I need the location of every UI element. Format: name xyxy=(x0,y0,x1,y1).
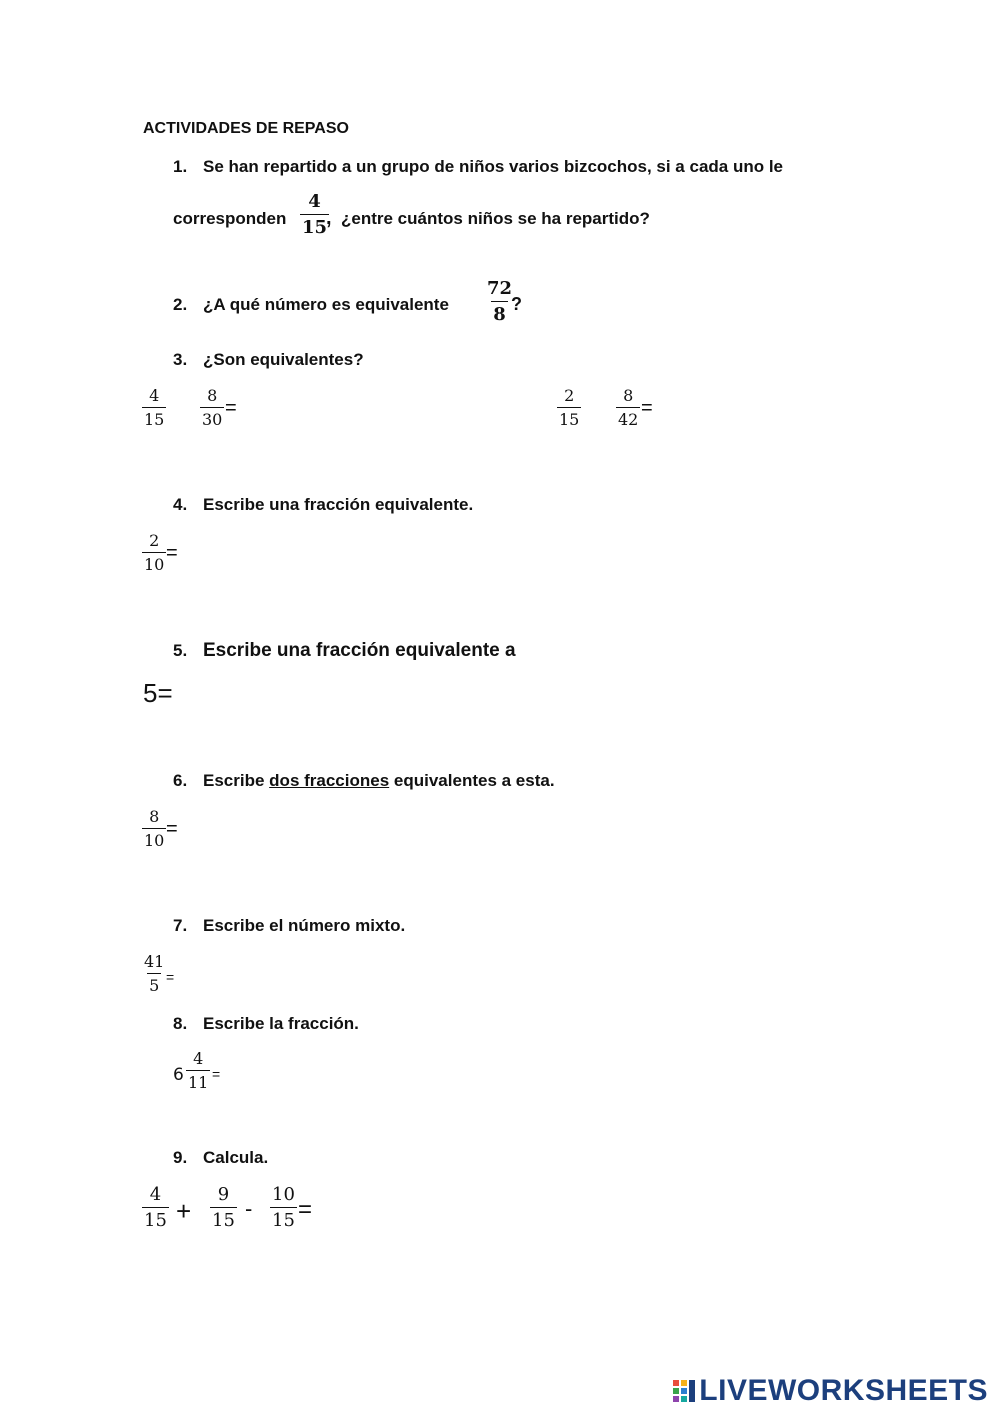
question-3 xyxy=(173,350,364,370)
fraction-41-5 xyxy=(142,954,166,994)
equals-sign: = xyxy=(166,542,178,564)
question-number: 9. xyxy=(173,1148,188,1167)
question-text: Calcula. xyxy=(203,1148,269,1167)
equals-sign: = xyxy=(166,818,178,840)
equals-sign: = xyxy=(166,969,175,985)
numerator: 2 xyxy=(149,531,160,550)
fraction-2-15 xyxy=(557,388,581,428)
question-text: ¿A qué número es equivalente xyxy=(203,295,449,314)
question-9 xyxy=(173,1148,268,1168)
denominator: 30 xyxy=(200,407,224,428)
question-number: 8. xyxy=(173,1014,188,1033)
numerator: 4 xyxy=(149,1184,162,1205)
question-number: 1. xyxy=(173,157,188,176)
question-number: 6. xyxy=(173,771,188,790)
question-text-end: equivalentes a esta. xyxy=(393,771,555,790)
numerator: 4 xyxy=(193,1049,204,1068)
question-7 xyxy=(173,916,405,936)
question-2 xyxy=(173,295,449,315)
denominator: 15 xyxy=(142,407,166,428)
fraction-4-15 xyxy=(142,1186,169,1230)
equals-sign: = xyxy=(225,397,237,419)
numerator: 8 xyxy=(623,386,634,405)
liveworksheets-icon xyxy=(673,1380,695,1402)
fraction-8-30 xyxy=(200,388,224,428)
equals-sign: = xyxy=(298,1196,313,1223)
fraction-72-8 xyxy=(485,280,514,324)
plus-sign: + xyxy=(176,1196,192,1226)
question-4 xyxy=(173,495,473,515)
question-text: Escribe una fracción equivalente. xyxy=(203,495,474,514)
question-text: ¿Son equivalentes? xyxy=(203,350,364,369)
question-1 xyxy=(173,157,783,177)
denominator: 42 xyxy=(616,407,640,428)
page-title: ACTIVIDADES DE REPASO xyxy=(143,120,349,137)
mixed-number-whole: 6 xyxy=(173,1065,184,1085)
question-number: 5. xyxy=(173,641,188,660)
liveworksheets-logo xyxy=(673,1374,988,1408)
denominator: 10 xyxy=(142,552,166,573)
numerator: 41 xyxy=(144,952,165,971)
question-text: Escribe el número mixto. xyxy=(203,916,406,935)
question-text-start: Escribe xyxy=(203,771,265,790)
question-text: Escribe la fracción. xyxy=(203,1014,359,1033)
numerator: 72 xyxy=(487,278,513,299)
brand-name: LIVEWORKSHEETS xyxy=(699,1374,988,1407)
numerator: 8 xyxy=(207,386,218,405)
question-5 xyxy=(173,640,516,662)
numerator: 4 xyxy=(308,191,321,212)
question-8 xyxy=(173,1014,359,1034)
denominator: 10 xyxy=(142,828,166,849)
question-6 xyxy=(173,771,555,791)
comma: , xyxy=(326,207,332,229)
denominator: 15 xyxy=(142,1207,169,1230)
numerator: 9 xyxy=(217,1184,230,1205)
question-number: 3. xyxy=(173,350,188,369)
fraction-4-15 xyxy=(300,193,329,237)
denominator: 15 xyxy=(300,214,329,237)
fraction-4-15 xyxy=(142,388,166,428)
numerator: 10 xyxy=(272,1184,295,1205)
fraction-4-11 xyxy=(186,1051,210,1091)
question-mark: ? xyxy=(511,294,522,314)
question-1-line2-start: corresponden xyxy=(173,209,287,228)
question-1-line2-end: ¿entre cuántos niños se ha repartido? xyxy=(341,209,650,228)
equals-sign: = xyxy=(641,397,653,419)
denominator: 15 xyxy=(557,407,581,428)
fraction-10-15 xyxy=(270,1186,297,1230)
equals-sign: = xyxy=(212,1066,221,1082)
denominator: 15 xyxy=(270,1207,297,1230)
question-text: Escribe una fracción equivalente a xyxy=(203,640,516,661)
numerator: 8 xyxy=(149,807,160,826)
numerator: 4 xyxy=(149,386,160,405)
question-number: 2. xyxy=(173,295,188,314)
question-text: Se han repartido a un grupo de niños varios bizcochos, si a cada uno le xyxy=(203,157,784,176)
denominator: 15 xyxy=(210,1207,237,1230)
underlined-text: dos fracciones xyxy=(269,771,390,790)
question-number: 4. xyxy=(173,495,188,514)
fraction-8-42 xyxy=(616,388,640,428)
question-number: 7. xyxy=(173,916,188,935)
fraction-8-10 xyxy=(142,809,166,849)
fraction-9-15 xyxy=(210,1186,237,1230)
numerator: 2 xyxy=(564,386,575,405)
denominator: 5 xyxy=(147,973,161,994)
fraction-2-10 xyxy=(142,533,166,573)
minus-sign: - xyxy=(245,1196,253,1221)
denominator: 8 xyxy=(491,301,508,324)
denominator: 11 xyxy=(186,1070,210,1091)
answer-prompt-5: 5= xyxy=(143,678,173,708)
